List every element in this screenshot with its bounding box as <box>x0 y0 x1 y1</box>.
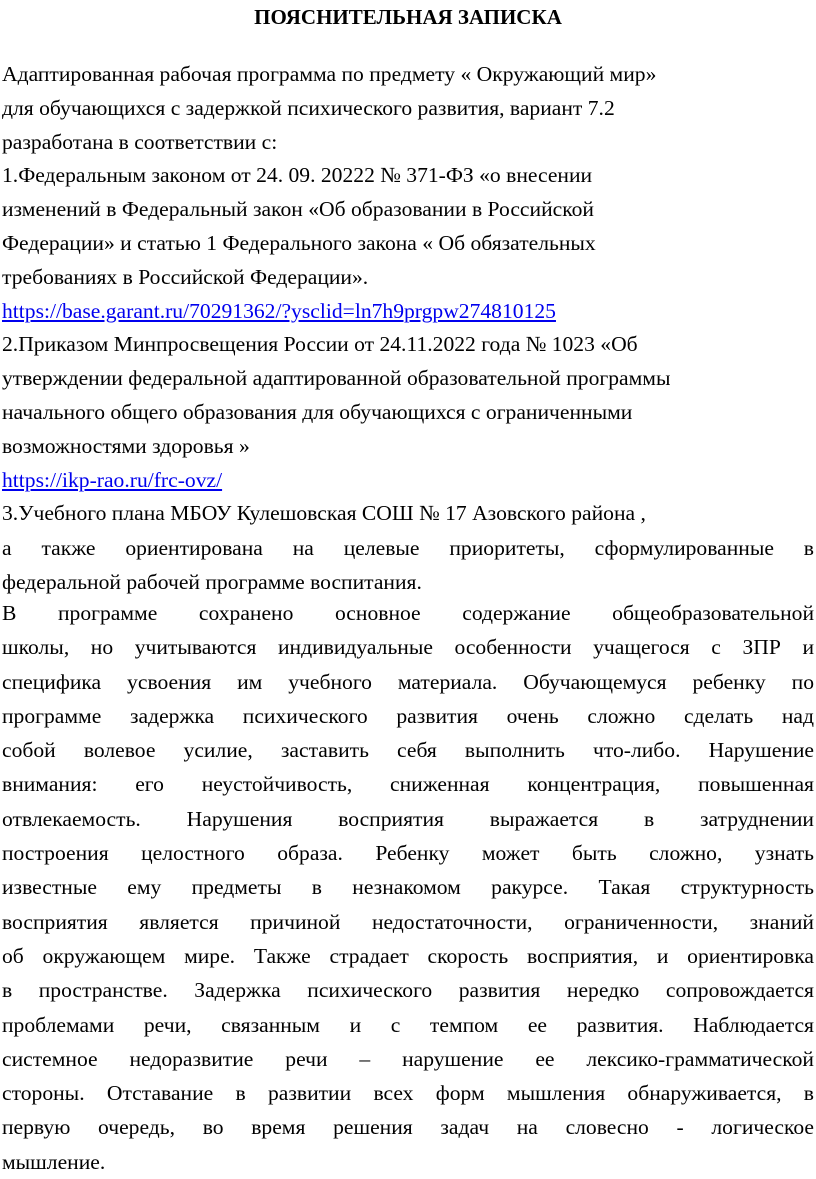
intro-line: разработана в соответствии с: <box>2 129 278 154</box>
intro-line: Адаптированная рабочая программа по предмету « Окружающий мир» <box>2 62 657 86</box>
body-line: построения целостного образа. Ребенку может быть сложно, узнать <box>2 841 814 866</box>
item3-line: 3.Учебного плана МБОУ Кулешовская СОШ № 17 Азовского района , <box>2 501 646 526</box>
body-line: об окружающем мире. Также страдает скорость восприятия, и ориентировка <box>2 943 814 968</box>
body-line: в пространстве. Задержка психического развития нередко сопровождается <box>2 978 814 1003</box>
body-line: известные ему предметы в незнакомом ракурсе. Такая структурность <box>2 875 814 900</box>
intro-line: для обучающихся с задержкой психического развития, вариант 7.2 <box>2 95 615 120</box>
item1-line: требованиях в Российской Федерации». <box>2 264 369 289</box>
item2-line: начального общего образования для обучающихся с ограниченными <box>2 399 633 424</box>
body-line: В программе сохранено основное содержание общеобразовательной <box>2 601 814 625</box>
body-line: системное недоразвитие речи – нарушение ее лексико-грамматической <box>2 1046 814 1071</box>
orientation-line: федеральной рабочей программе воспитания. <box>2 570 422 594</box>
intro-block <box>2 58 814 531</box>
document-title: ПОЯСНИТЕЛЬНАЯ ЗАПИСКА <box>254 5 562 29</box>
body-line: специфика усвоения им учебного материала. Обучающемуся ребенку по <box>2 669 814 694</box>
orientation-paragraph <box>2 531 814 599</box>
body-line: школы, но учитываются индивидуальные особенности учащегося с ЗПР и <box>2 635 814 660</box>
body-line: внимания: его неустойчивость, сниженная концентрация, повышенная <box>2 772 814 797</box>
body-line: восприятия является причиной недостаточности, ограниченности, знаний <box>2 909 814 934</box>
body-line: проблемами речи, связанным и с темпом ее развития. Наблюдается <box>2 1012 814 1037</box>
body-line: программе задержка психического развития очень сложно сделать над <box>2 703 814 728</box>
item1-line: изменений в Федеральный закон «Об образовании в Российской <box>2 197 594 222</box>
item1-line: 1.Федеральным законом от 24. 09. 20222 № 371-ФЗ «о внесении <box>2 163 593 188</box>
body-line: первую очередь, во время решения задач на словесно - логическое <box>2 1115 814 1140</box>
ikp-rao-link[interactable]: https://ikp-rao.ru/frc-ovz/ <box>2 467 223 492</box>
body-paragraph <box>2 596 814 1179</box>
item1-line: Федерации» и статью 1 Федерального закона « Об обязательных <box>2 230 596 255</box>
body-line: отвлекаемость. Нарушения восприятия выражается в затруднении <box>2 806 814 831</box>
garant-link[interactable]: https://base.garant.ru/70291362/?ysclid=ln7h9prgpw274810125 <box>2 298 556 323</box>
item2-line: утверждении федеральной адаптированной образовательной программы <box>2 366 671 391</box>
body-line: стороны. Отставание в развитии всех форм мышления обнаруживается, в <box>2 1081 814 1106</box>
body-line: собой волевое усилие, заставить себя выполнить что-либо. Нарушение <box>2 738 814 763</box>
item2-line: возможностями здоровья » <box>2 433 250 458</box>
orientation-line: а также ориентирована на целевые приоритеты, сформулированные в <box>2 536 814 560</box>
body-line: мышление. <box>2 1149 106 1174</box>
item2-line: 2.Приказом Минпросвещения России от 24.11.2022 года № 1023 «Об <box>2 332 638 357</box>
